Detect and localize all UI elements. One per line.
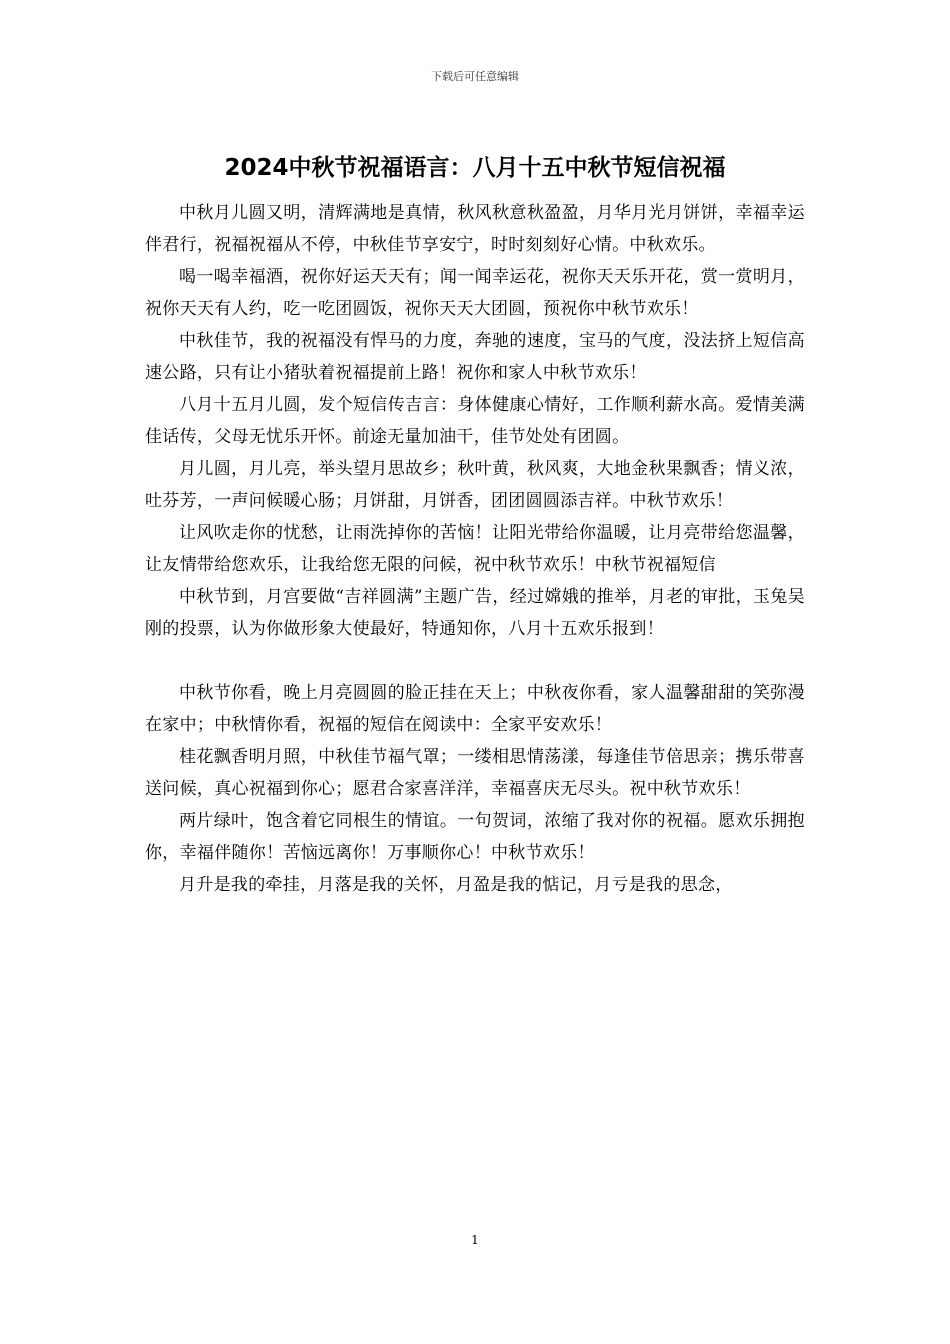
paragraph: 让风吹走你的忧愁，让雨洗掉你的苦恼！让阳光带给你温暖，让月亮带给您温馨，让友情带给您欢乐，让我给您无限的问候，祝中秋节欢乐！中秋节祝福短信 — [145, 523, 805, 575]
paragraph: 桂花飘香明月照，中秋佳节福气罩；一缕相思情荡漾，每逢佳节倍思亲；携乐带喜送问候，真心祝福到你心；愿君合家喜洋洋，幸福喜庆无尽头。祝中秋节欢乐！ — [145, 747, 805, 799]
document-title: 2024中秋节祝福语言：八月十五中秋节短信祝福 — [224, 155, 726, 181]
paragraph: 八月十五月儿圆，发个短信传吉言：身体健康心情好，工作顺利薪水高。爱情美满佳话传，父母无忧乐开怀。前途无量加油干，佳节处处有团圆。 — [145, 395, 805, 447]
paragraph: 月儿圆，月儿亮，举头望月思故乡；秋叶黄，秋风爽，大地金秋果飘香；情义浓，吐芬芳，一声问候暖心肠；月饼甜，月饼香，团团圆圆添吉祥。中秋节欢乐！ — [145, 459, 805, 511]
paragraph: 中秋节到，月宫要做“吉祥圆满”主题广告，经过嫦娥的推举，月老的审批，玉兔吴刚的投票，认为你做形象大使最好，特通知你，八月十五欢乐报到！ — [145, 587, 805, 639]
paragraph: 两片绿叶，饱含着它同根生的情谊。一句贺词，浓缩了我对你的祝福。愿欢乐拥抱你，幸福伴随你！苦恼远离你！万事顺你心！中秋节欢乐！ — [145, 811, 805, 863]
paragraph: 中秋节你看，晚上月亮圆圆的脸正挂在天上；中秋夜你看，家人温馨甜甜的笑弥漫在家中；中秋情你看，祝福的短信在阅读中：全家平安欢乐！ — [145, 683, 805, 735]
paragraph: 中秋佳节，我的祝福没有悍马的力度，奔驰的速度，宝马的气度，没法挤上短信高速公路，只有让小猪驮着祝福提前上路！祝你和家人中秋节欢乐！ — [145, 331, 805, 383]
page-number: 1 — [471, 1233, 479, 1247]
paragraph: 月升是我的牵挂，月落是我的关怀，月盈是我的惦记，月亏是我的思念， — [179, 875, 733, 895]
document-body — [145, 197, 805, 901]
header-note: 下载后可任意编辑 — [431, 70, 519, 83]
paragraph: 中秋月儿圆又明，清辉满地是真情，秋风秋意秋盈盈，月华月光月饼饼，幸福幸运伴君行，祝福祝福从不停，中秋佳节享安宁，时时刻刻好心情。中秋欢乐。 — [145, 203, 805, 255]
paragraph: 喝一喝幸福酒，祝你好运天天有；闻一闻幸运花，祝你天天乐开花，赏一赏明月，祝你天天有人约，吃一吃团圆饭，祝你天天大团圆，预祝你中秋节欢乐！ — [145, 267, 805, 319]
